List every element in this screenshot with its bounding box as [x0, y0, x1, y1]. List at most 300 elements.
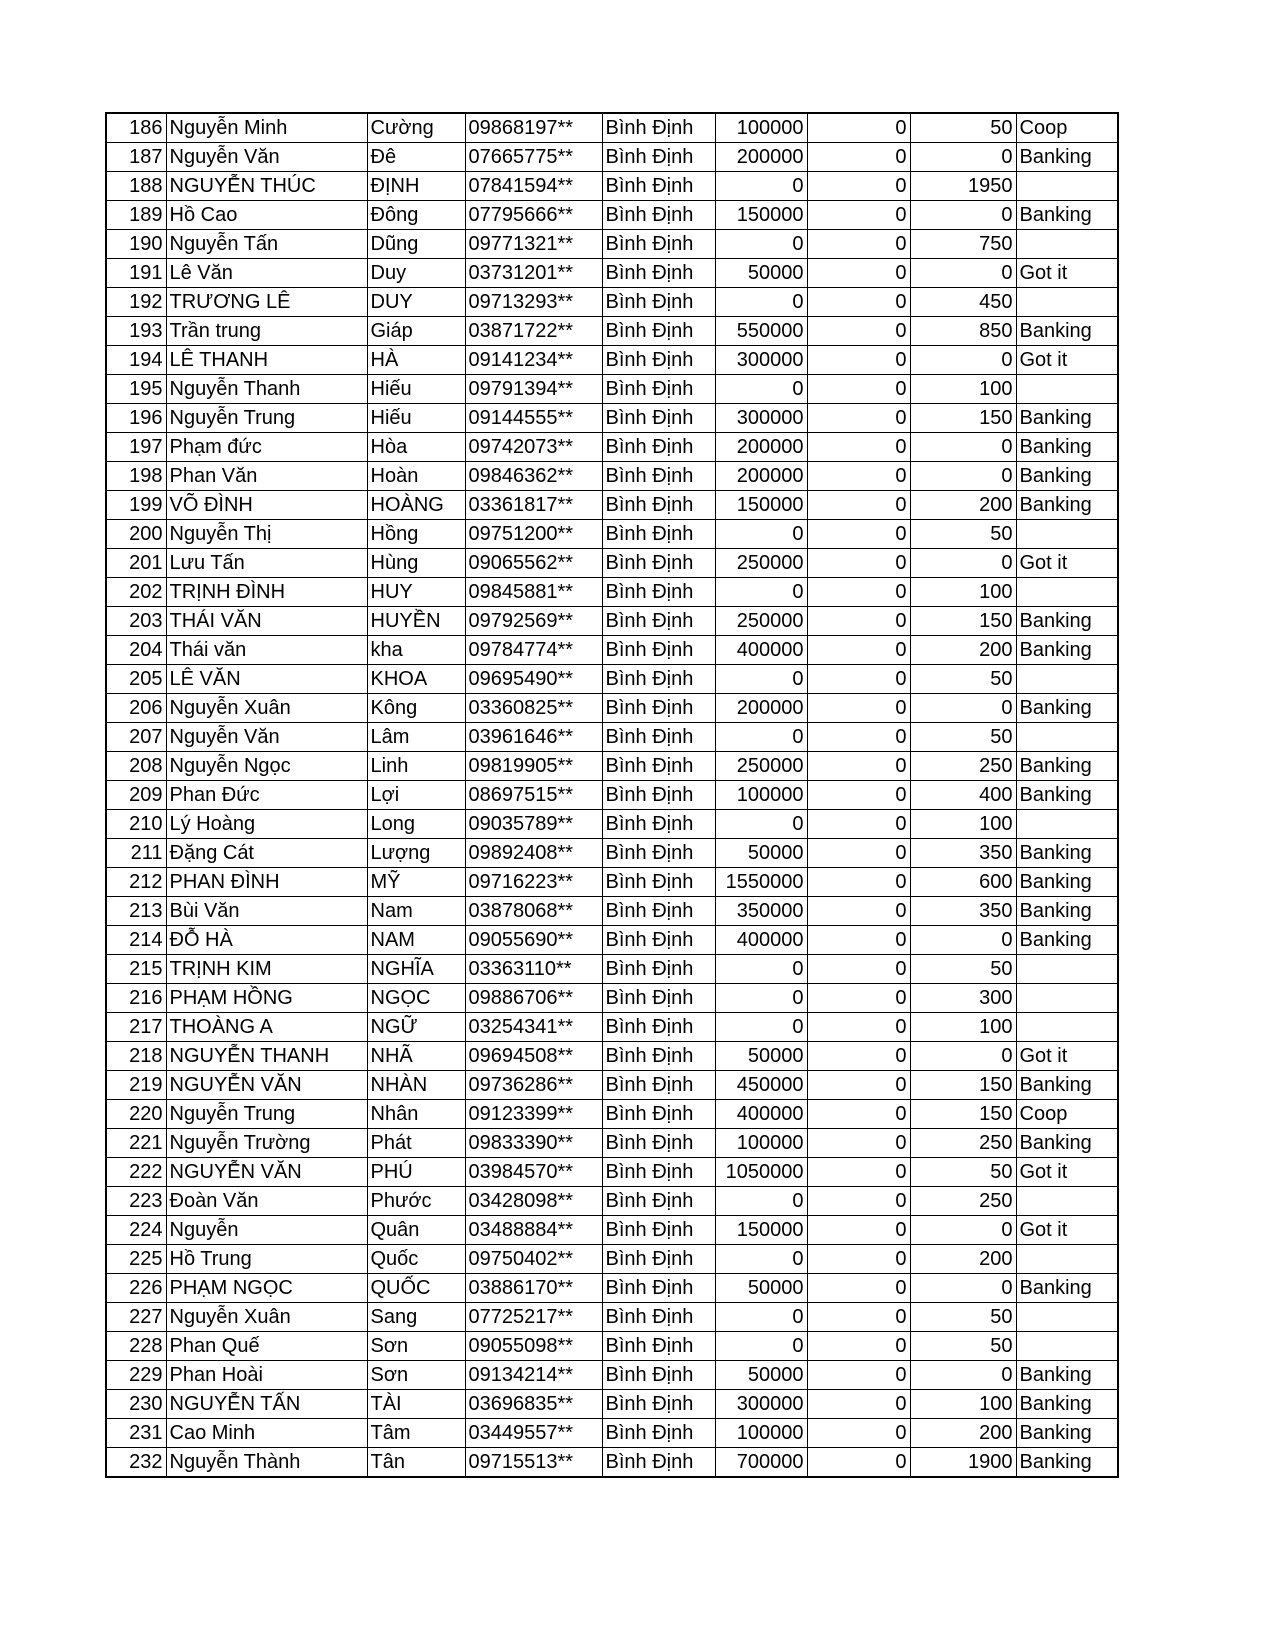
last-middle-name-cell: Nguyễn: [166, 1216, 367, 1245]
points-cell: 100: [910, 578, 1016, 607]
phone-number-cell: 09771321**: [465, 230, 602, 259]
method-cell: [1016, 520, 1118, 549]
amount-cell: 0: [715, 578, 807, 607]
zero-value-cell: 0: [807, 1390, 910, 1419]
points-cell: 100: [910, 375, 1016, 404]
method-cell: [1016, 723, 1118, 752]
points-cell: 100: [910, 1390, 1016, 1419]
province-cell: Bình Định: [602, 1419, 715, 1448]
row-number-cell: 208: [106, 752, 166, 781]
row-number-cell: 192: [106, 288, 166, 317]
row-number-cell: 188: [106, 172, 166, 201]
amount-cell: 50000: [715, 839, 807, 868]
method-cell: Banking: [1016, 868, 1118, 897]
last-middle-name-cell: Cao Minh: [166, 1419, 367, 1448]
points-cell: 150: [910, 1071, 1016, 1100]
phone-number-cell: 03871722**: [465, 317, 602, 346]
method-cell: [1016, 172, 1118, 201]
phone-number-cell: 03449557**: [465, 1419, 602, 1448]
points-cell: 50: [910, 723, 1016, 752]
first-name-cell: MỸ: [367, 868, 465, 897]
phone-number-cell: 09694508**: [465, 1042, 602, 1071]
last-middle-name-cell: PHẠM HỒNG: [166, 984, 367, 1013]
province-cell: Bình Định: [602, 462, 715, 491]
points-cell: 200: [910, 1419, 1016, 1448]
first-name-cell: Nam: [367, 897, 465, 926]
table-row: [106, 201, 1118, 230]
points-cell: 50: [910, 1332, 1016, 1361]
table-row: [106, 839, 1118, 868]
row-number-cell: 190: [106, 230, 166, 259]
amount-cell: 0: [715, 723, 807, 752]
last-middle-name-cell: Nguyễn Xuân: [166, 694, 367, 723]
province-cell: Bình Định: [602, 781, 715, 810]
table-row: [106, 1187, 1118, 1216]
table-row: [106, 288, 1118, 317]
table-row: [106, 694, 1118, 723]
row-number-cell: 196: [106, 404, 166, 433]
province-cell: Bình Định: [602, 1071, 715, 1100]
points-cell: 1950: [910, 172, 1016, 201]
phone-number-cell: 03886170**: [465, 1274, 602, 1303]
table-row: [106, 1303, 1118, 1332]
first-name-cell: Duy: [367, 259, 465, 288]
table-row: [106, 259, 1118, 288]
points-cell: 150: [910, 404, 1016, 433]
zero-value-cell: 0: [807, 1361, 910, 1390]
province-cell: Bình Định: [602, 520, 715, 549]
first-name-cell: Sang: [367, 1303, 465, 1332]
method-cell: Banking: [1016, 1274, 1118, 1303]
row-number-cell: 229: [106, 1361, 166, 1390]
phone-number-cell: 09833390**: [465, 1129, 602, 1158]
zero-value-cell: 0: [807, 1042, 910, 1071]
first-name-cell: Hiếu: [367, 404, 465, 433]
amount-cell: 300000: [715, 346, 807, 375]
first-name-cell: Cường: [367, 113, 465, 143]
phone-number-cell: 09750402**: [465, 1245, 602, 1274]
table-row: [106, 810, 1118, 839]
data-table: [105, 112, 1119, 1478]
row-number-cell: 205: [106, 665, 166, 694]
first-name-cell: Tân: [367, 1448, 465, 1478]
last-middle-name-cell: Phạm đức: [166, 433, 367, 462]
first-name-cell: TÀI: [367, 1390, 465, 1419]
points-cell: 250: [910, 1187, 1016, 1216]
method-cell: Banking: [1016, 404, 1118, 433]
zero-value-cell: 0: [807, 1071, 910, 1100]
points-cell: 0: [910, 1361, 1016, 1390]
table-row: [106, 1419, 1118, 1448]
last-middle-name-cell: Nguyễn Trung: [166, 404, 367, 433]
row-number-cell: 221: [106, 1129, 166, 1158]
points-cell: 0: [910, 259, 1016, 288]
zero-value-cell: 0: [807, 1187, 910, 1216]
phone-number-cell: 03961646**: [465, 723, 602, 752]
phone-number-cell: 03878068**: [465, 897, 602, 926]
method-cell: Got it: [1016, 1042, 1118, 1071]
last-middle-name-cell: Lý Hoàng: [166, 810, 367, 839]
last-middle-name-cell: Phan Quế: [166, 1332, 367, 1361]
last-middle-name-cell: ĐỖ HÀ: [166, 926, 367, 955]
points-cell: 850: [910, 317, 1016, 346]
table-row: [106, 926, 1118, 955]
zero-value-cell: 0: [807, 520, 910, 549]
row-number-cell: 199: [106, 491, 166, 520]
first-name-cell: HUYỀN: [367, 607, 465, 636]
last-middle-name-cell: Lê Văn: [166, 259, 367, 288]
first-name-cell: NHÀN: [367, 1071, 465, 1100]
amount-cell: 400000: [715, 926, 807, 955]
phone-number-cell: 09886706**: [465, 984, 602, 1013]
phone-number-cell: 03363110**: [465, 955, 602, 984]
zero-value-cell: 0: [807, 288, 910, 317]
first-name-cell: ĐỊNH: [367, 172, 465, 201]
last-middle-name-cell: Nguyễn Văn: [166, 143, 367, 172]
first-name-cell: KHOA: [367, 665, 465, 694]
zero-value-cell: 0: [807, 955, 910, 984]
last-middle-name-cell: Đoàn Văn: [166, 1187, 367, 1216]
province-cell: Bình Định: [602, 723, 715, 752]
province-cell: Bình Định: [602, 1216, 715, 1245]
last-middle-name-cell: Nguyễn Minh: [166, 113, 367, 143]
amount-cell: 50000: [715, 1042, 807, 1071]
amount-cell: 0: [715, 810, 807, 839]
method-cell: Banking: [1016, 1071, 1118, 1100]
row-number-cell: 194: [106, 346, 166, 375]
zero-value-cell: 0: [807, 1245, 910, 1274]
zero-value-cell: 0: [807, 781, 910, 810]
province-cell: Bình Định: [602, 752, 715, 781]
method-cell: Got it: [1016, 346, 1118, 375]
province-cell: Bình Định: [602, 868, 715, 897]
amount-cell: 550000: [715, 317, 807, 346]
table-row: [106, 549, 1118, 578]
zero-value-cell: 0: [807, 1448, 910, 1478]
first-name-cell: Lượng: [367, 839, 465, 868]
zero-value-cell: 0: [807, 230, 910, 259]
first-name-cell: Lâm: [367, 723, 465, 752]
first-name-cell: NGỌC: [367, 984, 465, 1013]
method-cell: Banking: [1016, 491, 1118, 520]
phone-number-cell: 09868197**: [465, 113, 602, 143]
points-cell: 100: [910, 1013, 1016, 1042]
phone-number-cell: 09695490**: [465, 665, 602, 694]
row-number-cell: 215: [106, 955, 166, 984]
province-cell: Bình Định: [602, 1245, 715, 1274]
row-number-cell: 232: [106, 1448, 166, 1478]
method-cell: Got it: [1016, 1158, 1118, 1187]
row-number-cell: 216: [106, 984, 166, 1013]
method-cell: Banking: [1016, 926, 1118, 955]
table-row: [106, 1361, 1118, 1390]
row-number-cell: 230: [106, 1390, 166, 1419]
method-cell: Banking: [1016, 433, 1118, 462]
phone-number-cell: 09892408**: [465, 839, 602, 868]
first-name-cell: Hùng: [367, 549, 465, 578]
row-number-cell: 203: [106, 607, 166, 636]
phone-number-cell: 09055690**: [465, 926, 602, 955]
amount-cell: 50000: [715, 1361, 807, 1390]
points-cell: 50: [910, 113, 1016, 143]
amount-cell: 0: [715, 230, 807, 259]
province-cell: Bình Định: [602, 665, 715, 694]
zero-value-cell: 0: [807, 1158, 910, 1187]
amount-cell: 250000: [715, 607, 807, 636]
phone-number-cell: 08697515**: [465, 781, 602, 810]
last-middle-name-cell: TRƯƠNG LÊ: [166, 288, 367, 317]
first-name-cell: Long: [367, 810, 465, 839]
amount-cell: 150000: [715, 1216, 807, 1245]
row-number-cell: 207: [106, 723, 166, 752]
zero-value-cell: 0: [807, 1216, 910, 1245]
zero-value-cell: 0: [807, 375, 910, 404]
province-cell: Bình Định: [602, 201, 715, 230]
row-number-cell: 186: [106, 113, 166, 143]
zero-value-cell: 0: [807, 1419, 910, 1448]
method-cell: Banking: [1016, 897, 1118, 926]
amount-cell: 0: [715, 1303, 807, 1332]
phone-number-cell: 03254341**: [465, 1013, 602, 1042]
amount-cell: 0: [715, 172, 807, 201]
points-cell: 400: [910, 781, 1016, 810]
zero-value-cell: 0: [807, 636, 910, 665]
province-cell: Bình Định: [602, 984, 715, 1013]
phone-number-cell: 09846362**: [465, 462, 602, 491]
first-name-cell: Hoàn: [367, 462, 465, 491]
row-number-cell: 198: [106, 462, 166, 491]
method-cell: [1016, 375, 1118, 404]
phone-number-cell: 09784774**: [465, 636, 602, 665]
first-name-cell: Linh: [367, 752, 465, 781]
row-number-cell: 193: [106, 317, 166, 346]
table-row: [106, 1448, 1118, 1478]
points-cell: 300: [910, 984, 1016, 1013]
table-row: [106, 143, 1118, 172]
amount-cell: 250000: [715, 549, 807, 578]
zero-value-cell: 0: [807, 1129, 910, 1158]
amount-cell: 700000: [715, 1448, 807, 1478]
first-name-cell: HOÀNG: [367, 491, 465, 520]
table-row: [106, 1013, 1118, 1042]
zero-value-cell: 0: [807, 1274, 910, 1303]
zero-value-cell: 0: [807, 317, 910, 346]
row-number-cell: 228: [106, 1332, 166, 1361]
table-row: [106, 578, 1118, 607]
method-cell: [1016, 955, 1118, 984]
last-middle-name-cell: Nguyễn Tấn: [166, 230, 367, 259]
row-number-cell: 226: [106, 1274, 166, 1303]
zero-value-cell: 0: [807, 433, 910, 462]
zero-value-cell: 0: [807, 665, 910, 694]
row-number-cell: 212: [106, 868, 166, 897]
amount-cell: 250000: [715, 752, 807, 781]
amount-cell: 0: [715, 1332, 807, 1361]
table-row: [106, 375, 1118, 404]
phone-number-cell: 03361817**: [465, 491, 602, 520]
last-middle-name-cell: PHẠM NGỌC: [166, 1274, 367, 1303]
zero-value-cell: 0: [807, 694, 910, 723]
last-middle-name-cell: NGUYỄN THANH: [166, 1042, 367, 1071]
amount-cell: 0: [715, 1187, 807, 1216]
phone-number-cell: 09123399**: [465, 1100, 602, 1129]
last-middle-name-cell: Trần trung: [166, 317, 367, 346]
province-cell: Bình Định: [602, 839, 715, 868]
table-row: [106, 404, 1118, 433]
table-row: [106, 781, 1118, 810]
table-row: [106, 1100, 1118, 1129]
amount-cell: 100000: [715, 1129, 807, 1158]
amount-cell: 100000: [715, 113, 807, 143]
row-number-cell: 211: [106, 839, 166, 868]
province-cell: Bình Định: [602, 317, 715, 346]
points-cell: 100: [910, 810, 1016, 839]
method-cell: [1016, 578, 1118, 607]
row-number-cell: 189: [106, 201, 166, 230]
method-cell: Banking: [1016, 201, 1118, 230]
phone-number-cell: 09055098**: [465, 1332, 602, 1361]
points-cell: 250: [910, 752, 1016, 781]
points-cell: 150: [910, 607, 1016, 636]
phone-number-cell: 07725217**: [465, 1303, 602, 1332]
table-row: [106, 462, 1118, 491]
last-middle-name-cell: Nguyễn Thành: [166, 1448, 367, 1478]
row-number-cell: 191: [106, 259, 166, 288]
amount-cell: 300000: [715, 1390, 807, 1419]
points-cell: 50: [910, 1303, 1016, 1332]
province-cell: Bình Định: [602, 926, 715, 955]
points-cell: 0: [910, 201, 1016, 230]
method-cell: [1016, 1245, 1118, 1274]
points-cell: 200: [910, 491, 1016, 520]
first-name-cell: NAM: [367, 926, 465, 955]
zero-value-cell: 0: [807, 1303, 910, 1332]
method-cell: Coop: [1016, 1100, 1118, 1129]
province-cell: Bình Định: [602, 346, 715, 375]
province-cell: Bình Định: [602, 1448, 715, 1478]
row-number-cell: 187: [106, 143, 166, 172]
phone-number-cell: 07665775**: [465, 143, 602, 172]
method-cell: Banking: [1016, 607, 1118, 636]
last-middle-name-cell: Lưu Tấn: [166, 549, 367, 578]
method-cell: Got it: [1016, 259, 1118, 288]
zero-value-cell: 0: [807, 1100, 910, 1129]
last-middle-name-cell: Hồ Cao: [166, 201, 367, 230]
row-number-cell: 206: [106, 694, 166, 723]
province-cell: Bình Định: [602, 1100, 715, 1129]
last-middle-name-cell: THOÀNG A: [166, 1013, 367, 1042]
method-cell: Banking: [1016, 636, 1118, 665]
method-cell: Banking: [1016, 752, 1118, 781]
points-cell: 0: [910, 143, 1016, 172]
first-name-cell: DUY: [367, 288, 465, 317]
points-cell: 50: [910, 955, 1016, 984]
table-row: [106, 1332, 1118, 1361]
last-middle-name-cell: Nguyễn Thị: [166, 520, 367, 549]
points-cell: 0: [910, 433, 1016, 462]
table-row: [106, 723, 1118, 752]
table-body: [106, 113, 1118, 1477]
points-cell: 0: [910, 1274, 1016, 1303]
table-row: [106, 752, 1118, 781]
table-row: [106, 665, 1118, 694]
first-name-cell: NGỮ: [367, 1013, 465, 1042]
last-middle-name-cell: Nguyễn Trung: [166, 1100, 367, 1129]
method-cell: Banking: [1016, 462, 1118, 491]
points-cell: 50: [910, 1158, 1016, 1187]
first-name-cell: Dũng: [367, 230, 465, 259]
phone-number-cell: 09134214**: [465, 1361, 602, 1390]
phone-number-cell: 03731201**: [465, 259, 602, 288]
province-cell: Bình Định: [602, 1274, 715, 1303]
first-name-cell: PHÚ: [367, 1158, 465, 1187]
table-row: [106, 433, 1118, 462]
row-number-cell: 220: [106, 1100, 166, 1129]
table-row: [106, 1042, 1118, 1071]
row-number-cell: 204: [106, 636, 166, 665]
method-cell: Banking: [1016, 1448, 1118, 1478]
first-name-cell: Hiếu: [367, 375, 465, 404]
amount-cell: 1550000: [715, 868, 807, 897]
first-name-cell: Quốc: [367, 1245, 465, 1274]
last-middle-name-cell: LÊ THANH: [166, 346, 367, 375]
phone-number-cell: 09845881**: [465, 578, 602, 607]
phone-number-cell: 03360825**: [465, 694, 602, 723]
points-cell: 0: [910, 1042, 1016, 1071]
table-row: [106, 230, 1118, 259]
last-middle-name-cell: Bùi Văn: [166, 897, 367, 926]
last-middle-name-cell: Thái văn: [166, 636, 367, 665]
points-cell: 50: [910, 665, 1016, 694]
method-cell: Banking: [1016, 781, 1118, 810]
method-cell: Banking: [1016, 317, 1118, 346]
row-number-cell: 214: [106, 926, 166, 955]
phone-number-cell: 03428098**: [465, 1187, 602, 1216]
zero-value-cell: 0: [807, 172, 910, 201]
province-cell: Bình Định: [602, 1013, 715, 1042]
province-cell: Bình Định: [602, 288, 715, 317]
row-number-cell: 217: [106, 1013, 166, 1042]
province-cell: Bình Định: [602, 113, 715, 143]
table-row: [106, 1158, 1118, 1187]
points-cell: 150: [910, 1100, 1016, 1129]
method-cell: Banking: [1016, 143, 1118, 172]
last-middle-name-cell: Hồ Trung: [166, 1245, 367, 1274]
row-number-cell: 195: [106, 375, 166, 404]
points-cell: 350: [910, 897, 1016, 926]
phone-number-cell: 09742073**: [465, 433, 602, 462]
last-middle-name-cell: TRỊNH ĐÌNH: [166, 578, 367, 607]
province-cell: Bình Định: [602, 694, 715, 723]
province-cell: Bình Định: [602, 172, 715, 201]
province-cell: Bình Định: [602, 433, 715, 462]
province-cell: Bình Định: [602, 607, 715, 636]
last-middle-name-cell: Phan Đức: [166, 781, 367, 810]
amount-cell: 150000: [715, 201, 807, 230]
first-name-cell: Sơn: [367, 1332, 465, 1361]
row-number-cell: 210: [106, 810, 166, 839]
phone-number-cell: 09141234**: [465, 346, 602, 375]
points-cell: 600: [910, 868, 1016, 897]
row-number-cell: 213: [106, 897, 166, 926]
table-row: [106, 955, 1118, 984]
amount-cell: 0: [715, 288, 807, 317]
points-cell: 200: [910, 1245, 1016, 1274]
first-name-cell: Hòa: [367, 433, 465, 462]
row-number-cell: 200: [106, 520, 166, 549]
zero-value-cell: 0: [807, 549, 910, 578]
table-row: [106, 113, 1118, 143]
